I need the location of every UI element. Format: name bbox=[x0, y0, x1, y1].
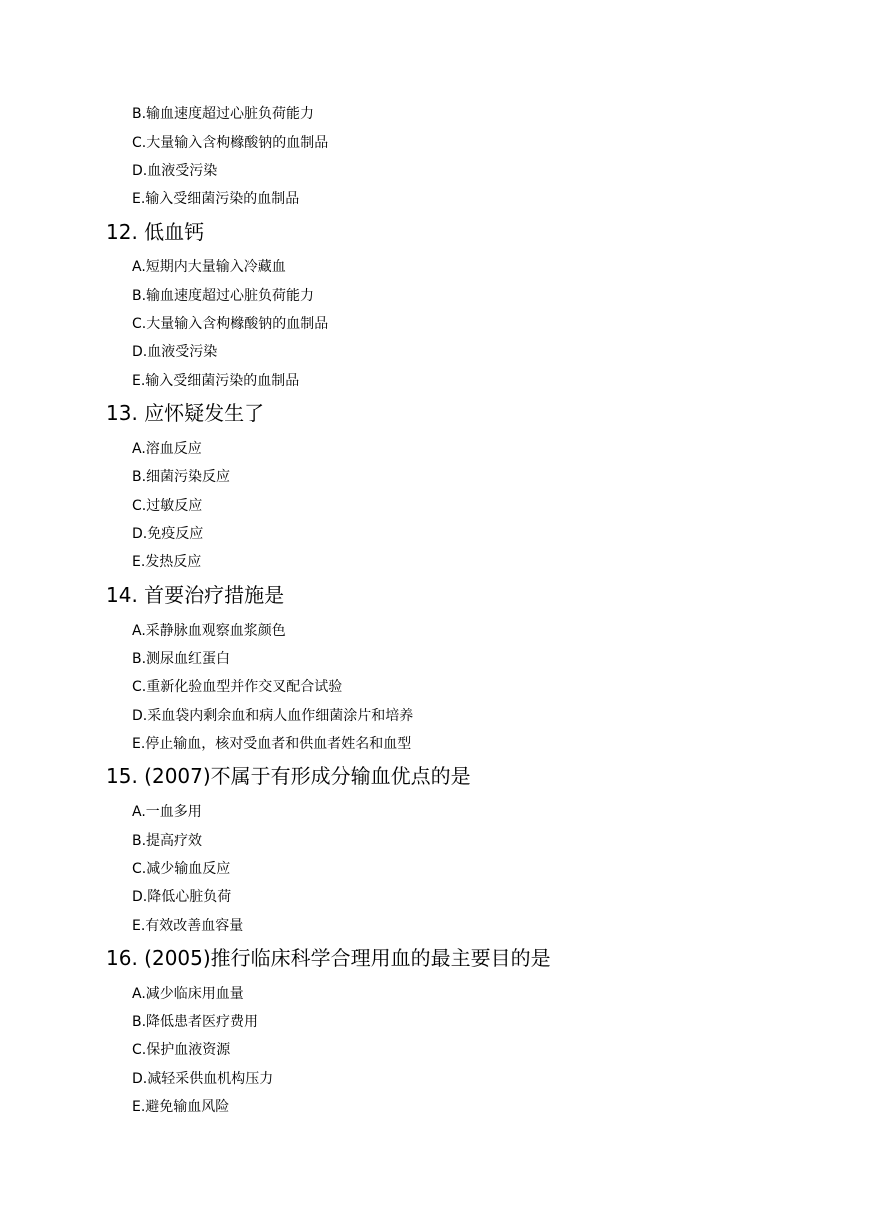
q13-option-c: C.过敏反应 bbox=[132, 498, 203, 514]
q12-option-e: E.输入受细菌污染的血制品 bbox=[132, 373, 300, 389]
question-12-title: 12. 低血钙 bbox=[106, 220, 205, 244]
q14-option-b: B.测尿血红蛋白 bbox=[132, 651, 231, 667]
q16-option-b: B.降低患者医疗费用 bbox=[132, 1014, 259, 1030]
question-15-title: 15. (2007)不属于有形成分输血优点的是 bbox=[106, 764, 471, 788]
option-b: B.输血速度超过心脏负荷能力 bbox=[132, 106, 315, 122]
option-d: D.血液受污染 bbox=[132, 163, 218, 179]
q13-option-b: B.细菌污染反应 bbox=[132, 469, 231, 485]
question-13-title: 13. 应怀疑发生了 bbox=[106, 401, 265, 425]
q16-option-a: A.减少临床用血量 bbox=[132, 986, 244, 1002]
q16-option-e: E.避免输血风险 bbox=[132, 1099, 230, 1115]
q13-option-a: A.溶血反应 bbox=[132, 441, 202, 457]
question-14-title: 14. 首要治疗措施是 bbox=[106, 583, 285, 607]
q12-option-d: D.血液受污染 bbox=[132, 344, 218, 360]
question-16-title: 16. (2005)推行临床科学合理用血的最主要目的是 bbox=[106, 946, 551, 970]
q15-option-b: B.提高疗效 bbox=[132, 833, 203, 849]
q12-option-b: B.输血速度超过心脏负荷能力 bbox=[132, 288, 315, 304]
q15-option-e: E.有效改善血容量 bbox=[132, 918, 244, 934]
option-c: C.大量输入含枸橼酸钠的血制品 bbox=[132, 135, 329, 151]
q15-option-a: A.一血多用 bbox=[132, 804, 202, 820]
q12-option-a: A.短期内大量输入冷藏血 bbox=[132, 259, 286, 275]
q13-option-d: D.免疫反应 bbox=[132, 526, 204, 542]
q13-option-e: E.发热反应 bbox=[132, 554, 202, 570]
q14-option-c: C.重新化验血型并作交叉配合试验 bbox=[132, 679, 343, 695]
option-e: E.输入受细菌污染的血制品 bbox=[132, 191, 300, 207]
q16-option-c: C.保护血液资源 bbox=[132, 1042, 231, 1058]
q15-option-d: D.降低心脏负荷 bbox=[132, 889, 232, 905]
q12-option-c: C.大量输入含枸橼酸钠的血制品 bbox=[132, 316, 329, 332]
q14-option-d: D.采血袋内剩余血和病人血作细菌涂片和培养 bbox=[132, 708, 414, 724]
q16-option-d: D.减轻采供血机构压力 bbox=[132, 1071, 274, 1087]
q15-option-c: C.减少输血反应 bbox=[132, 861, 231, 877]
q14-option-e: E.停止输血，核对受血者和供血者姓名和血型 bbox=[132, 736, 412, 752]
q14-option-a: A.采静脉血观察血浆颜色 bbox=[132, 623, 286, 639]
